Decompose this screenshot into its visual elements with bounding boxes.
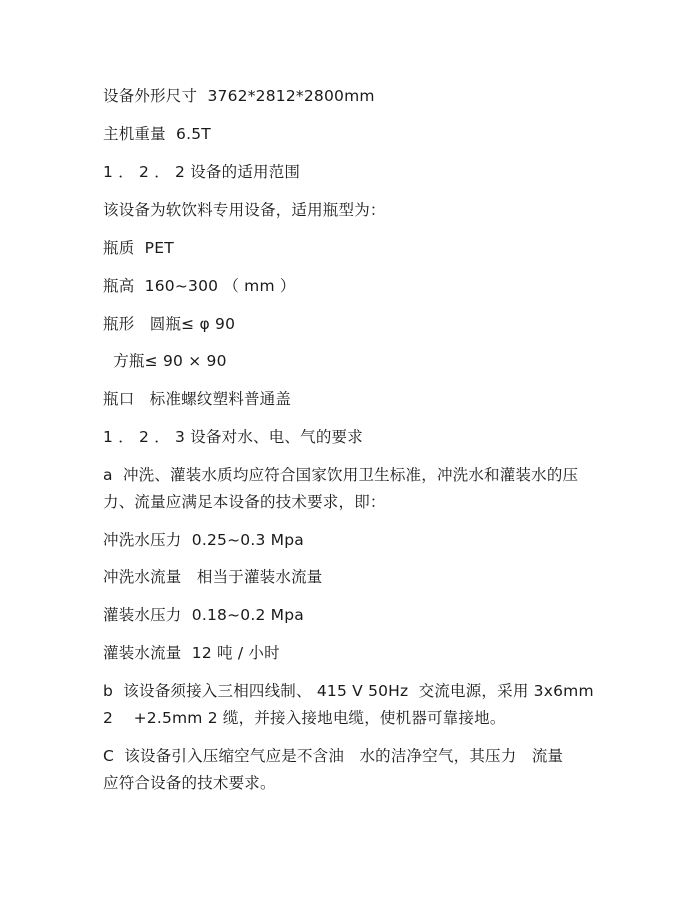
power-requirement-line1: b 该设备须接入三相四线制、 415 V 50Hz 交流电源，采用 3x6mm [103,682,594,700]
air-requirement-line2: 应符合设备的技术要求。 [103,774,276,792]
fill-water-flow: 灌装水流量 12 吨 / 小时 [103,644,280,662]
power-requirement-line2: 2 +2.5mm 2 缆，并接入接地电缆，使机器可靠接地。 [103,709,506,727]
water-requirement-line2: 力、流量应满足本设备的技术要求，即： [103,493,386,511]
rinse-water-pressure: 冲洗水压力 0.25~0.3 Mpa [103,531,304,549]
spec-dimensions: 设备外形尺寸 3762*2812*2800mm [103,87,375,105]
scope-intro: 该设备为软饮料专用设备，适用瓶型为： [103,201,386,219]
section-heading-utilities: 1 ． 2 ． 3 设备对水、电、气的要求 [103,428,363,446]
water-requirement-line1: a 冲洗、灌装水质均应符合国家饮用卫生标准，冲洗水和灌装水的压 [103,466,579,484]
bottle-material: 瓶质 PET [103,239,174,257]
spec-weight: 主机重量 6.5T [103,125,211,143]
bottle-shape-round: 瓶形 圆瓶≤ φ 90 [103,315,236,333]
bottle-height: 瓶高 160~300 （ mm ） [103,277,296,295]
bottle-shape-square: 方瓶≤ 90 × 90 [103,352,227,370]
section-heading-scope: 1 ． 2 ． 2 设备的适用范围 [103,163,301,181]
rinse-water-flow: 冲洗水流量 相当于灌装水流量 [103,568,323,586]
fill-water-pressure: 灌装水压力 0.18~0.2 Mpa [103,606,304,624]
bottle-cap: 瓶口 标准螺纹塑料普通盖 [103,390,292,408]
air-requirement-line1: C 该设备引入压缩空气应是不含油 水的洁净空气，其压力 流量 [103,747,564,765]
